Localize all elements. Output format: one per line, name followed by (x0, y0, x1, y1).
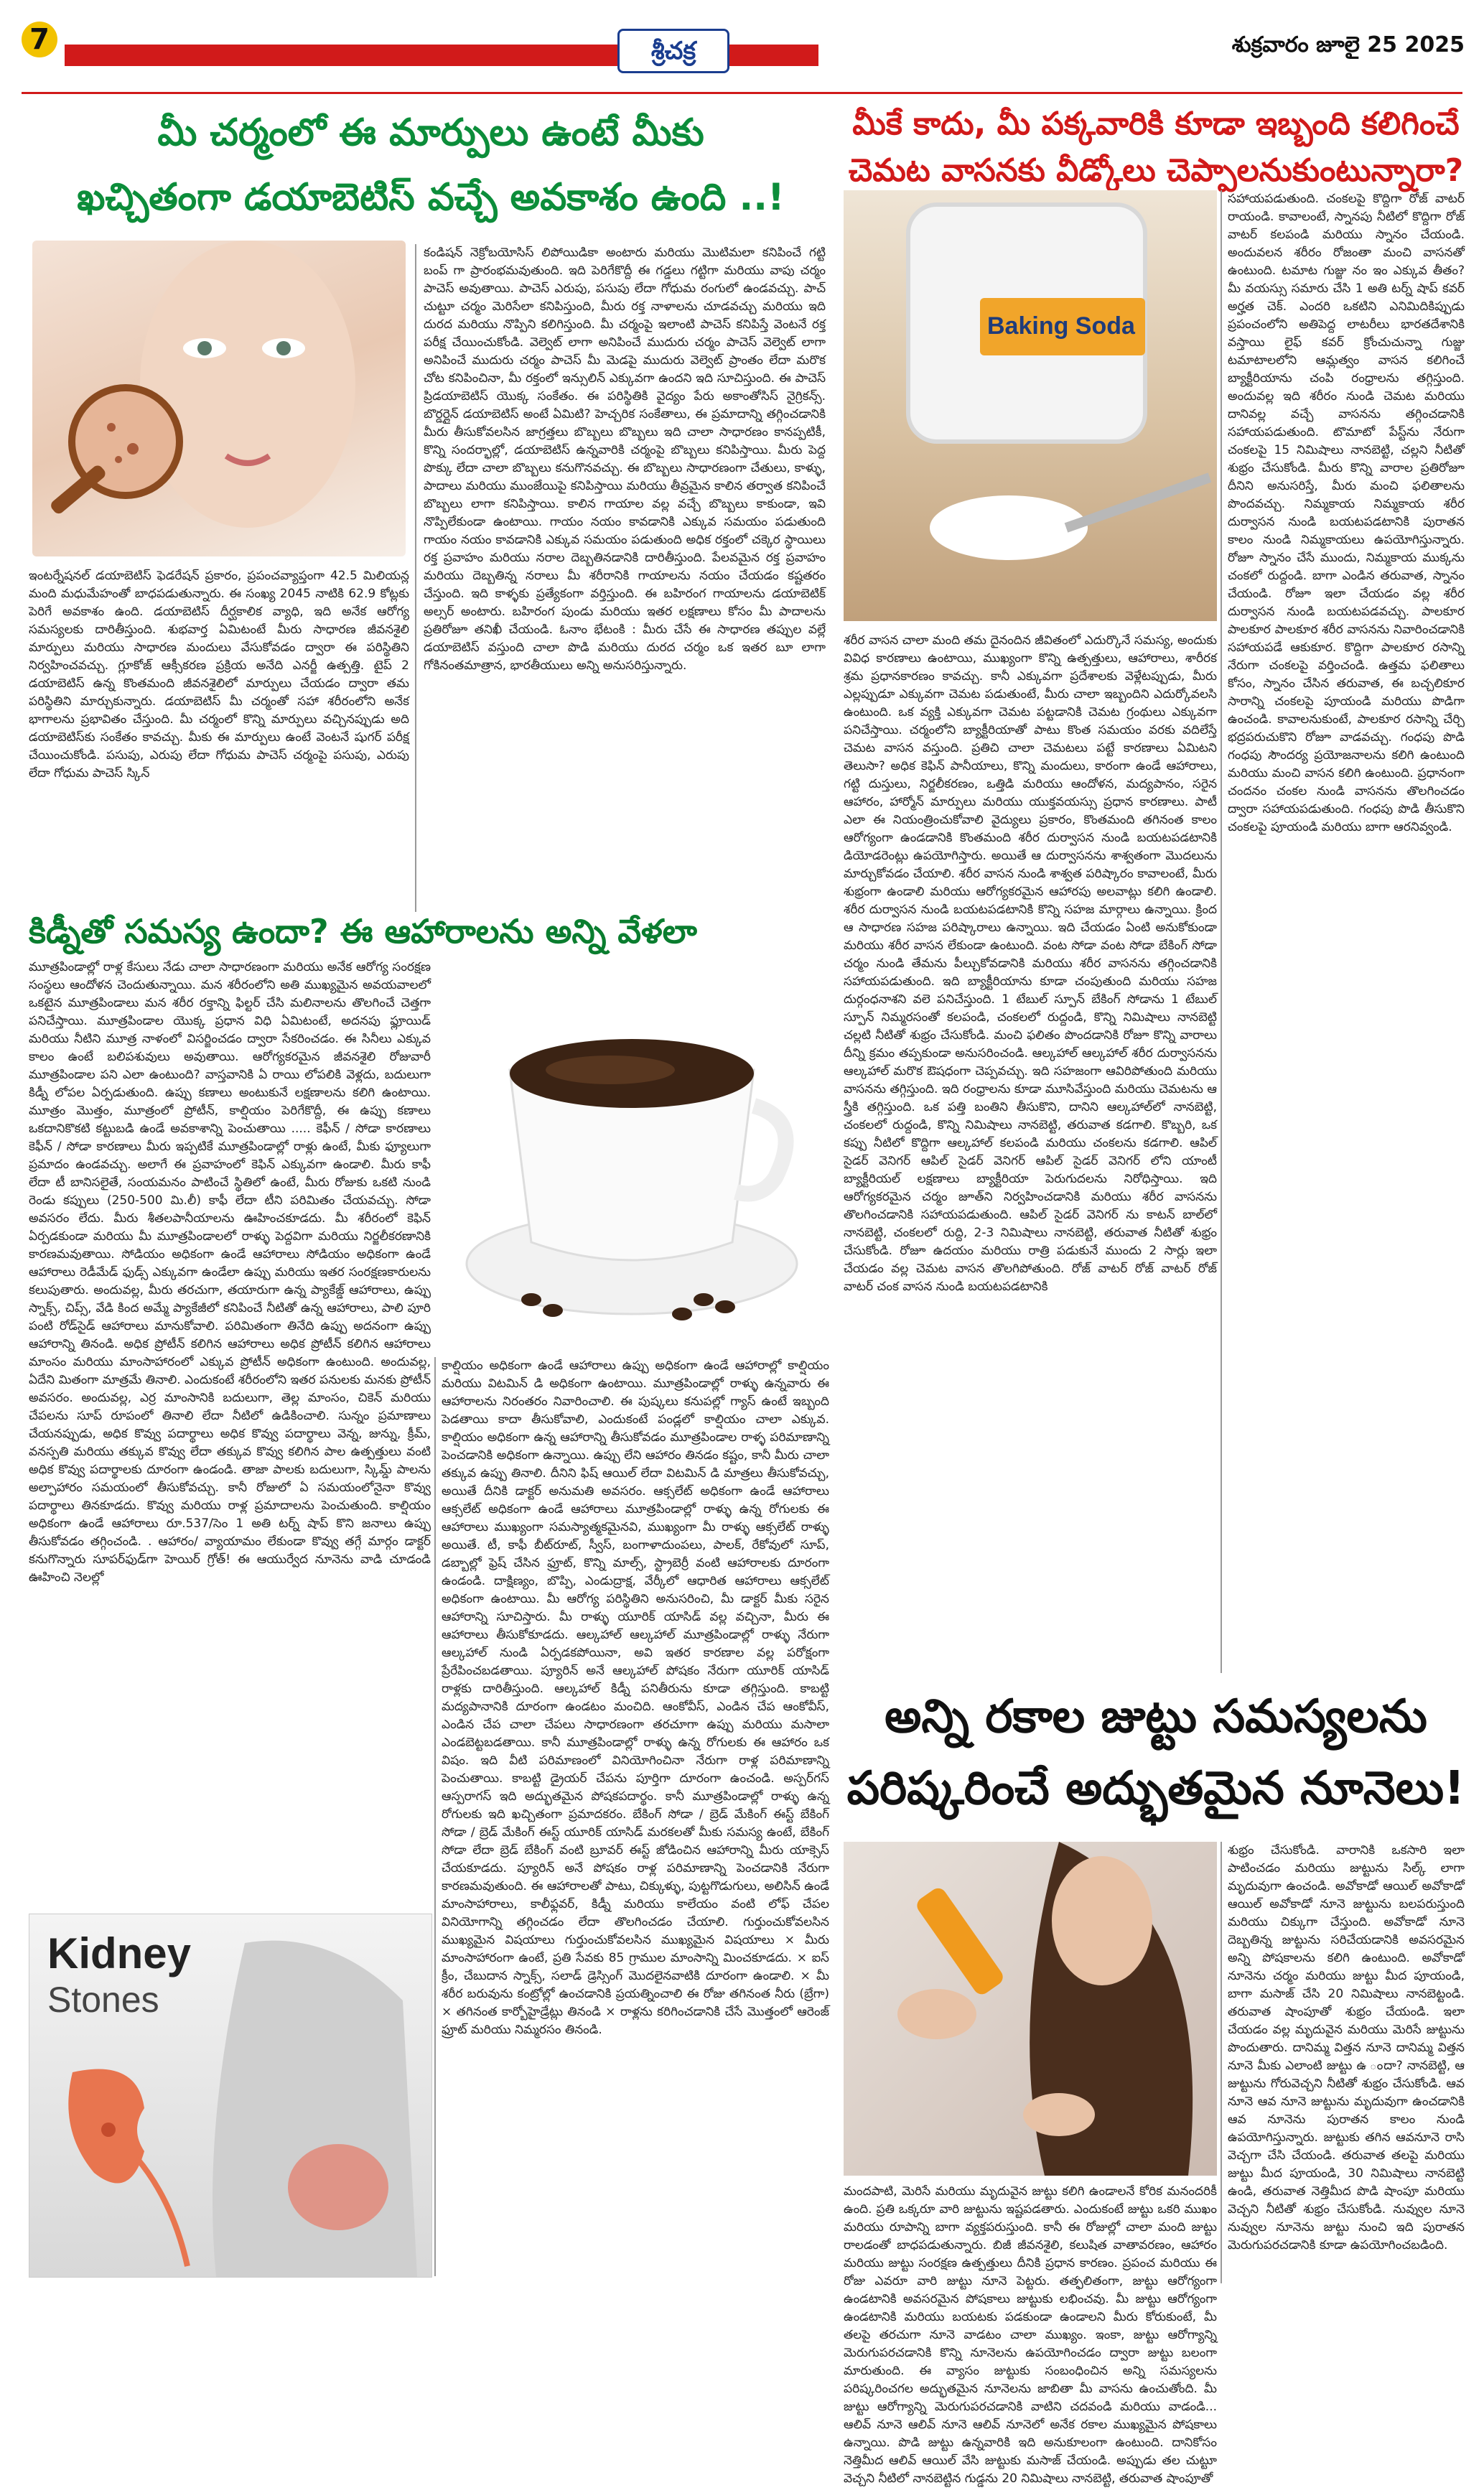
coffee-cup-image (445, 962, 818, 1343)
kidney-image-title: Kidney (47, 1929, 192, 1977)
page-number: 7 (22, 22, 57, 57)
article4-headline-line2: పరిష్కరించే అద్భుతమైన నూనెలు! (846, 1762, 1465, 1815)
article1-body-right: కండిషన్ నెక్రోబయోసిస్ లిపోయిడికా అంటారు మరియు మొటిమలా కనిపించే గట్టి బంప్ గా ప్రారంభమవుతుంది. ఇది పెరిగేకొద్దీ ఈ గడ్డలు గట్టిగా మరియు వాపు చర్మం పాచెస్ అవుతాయి. పాచెస్ ఎరుపు, పసుపు లేదా గోధుమ రంగులో ఉండవచ్చు. పాచ్ చుట్టూ చర్మం మెరిసేలా కనిపిస్తుంది, మీరు రక్త నాళాలను చూడవచ్చు మరియు ఇది దురద మరియు నొప్పిని కలిగిస్తుంది. మీ చర్మంపై ఇలాంటి పాచెస్ కనిపిస్తే వెంటనే రక్త పరీక్ష చేయించుకోండి. వెల్వెట్ లాగా అనిపించే ముదురు చర్మం పాచెస్ వెల్వెట్ లాగా అనిపించే ముదురు చర్మం పాచెస్ మీ మెడపై ముదురు వెల్వెట్ ప్రాంతం లేదా మరొక చోట కనిపించినా, మీ రక్తంలో ఇన్సులిన్ ఎక్కువగా ఉందని ఇది సూచిస్తుంది. ఈ పాచెస్ ప్రిడయాబెటిస్ యొక్క సంకేతం. ఈ పరిస్థితికి వైద్యం పేరు అకాంతోసిస్ నైగ్రికన్స్. బొర్డర్లైన్ డయాబెటిస్ అంటే ఏమిటి? హెచ్చరిక సంకేతాలు, ఈ ప్రమాదాన్ని తగ్గించడానికి మీరు తీసుకోవలసిన జాగ్రత్తలు బొబ్బలు బొబ్బలు ఇది చాలా సాధారణం కానప్పటికీ, కొన్ని సందర్భాల్లో, డయాబెటిస్ ఉన్నవారికి చర్మంపై బొబ్బలు కనిపిస్తాయి. మీరు పెద్ద పొక్కు లేదా చాలా బొబ్బలు కనుగొనవచ్చు. ఈ బొబ్బలు సాధారణంగా చేతులు, కాళ్ళు, పాదాలు మరియు ముంజేయిపై కనిపిస్తాయి మరియు తీవ్రమైన కాలిన తర్వాత కనిపించే బొబ్బలు లాగా కనిపిస్తాయి. కాలిన గాయాల వల్ల వచ్చే బొబ్బలు కాకుండా, ఇవి నొప్పిలేకుండా ఉంటాయి. గాయం నయం కావడానికి ఎక్కువ సమయం పడుతుంది గాయం నయం కావడానికి ఎక్కువ సమయం పడుతుంది అధిక రక్తంలో చక్కెర స్థాయిలు రక్త ప్రవాహం మరియు నరాల దెబ్బతినడానికి దారితీస్తుంది. పేలవమైన రక్త ప్రవాహం మరియు దెబ్బతిన్న నరాలు మీ శరీరానికి గాయాలను నయం చేయడం కష్టతరం చేస్తుంది. ఇది కాళ్ళకు ప్రత్యేకంగా వర్తిస్తుంది. ఈ బహిరంగ గాయాలను డయాబెటిక్ అల్సర్ అంటారు. బహిరంగ పుండు మరియు ఇతర లక్షణాలు కోసం మీ పాదాలను ప్రతిరోజూ తనిఖీ చేయండి. ఓనాం భేటంకి : మీరు చేసే ఈ సాధారణ తప్పుల వల్లే డయాబెటిస్ వస్తుంది చాలా పొడి మరియు దురద చర్మం ఒక ఇతర బూ లాగా గోకినంతమాత్రాన, భారతీయులు అన్ని అనుసరిస్తున్నారు. (424, 246, 826, 673)
baking-soda-label: Baking Soda (987, 312, 1135, 340)
article2-headline: కిడ్నీతో సమస్య ఉందా? ఈ ఆహారాలను అన్ని వేళలా (29, 912, 697, 951)
article2-body-left: మూత్రపిండాల్లో రాళ్ల కేసులు నేడు చాలా సాధారణంగా మరియు అనేక ఆరోగ్య సంరక్షణ సంస్థలు ఆందోళన చెందుతున్నాయి. మన శరీరంలోని అతి ముఖ్యమైన అవయవాలలో ఒకటైన మూత్రపిండాలు మన శరీర రక్తాన్ని ఫిల్టర్ చేసి మలినాలను తొలగించే చెత్తగా పనిచేస్తాయి. మూత్రపిండాల యొక్క ప్రధాన విధి ఏమిటంటే, అదనపు ఫ్లూయిడ్ మరియు నీటిని మూత్ర నాళంలో విసర్జించడం ద్వారా సేకరించడం. ఈ సినీలు ఎక్కువ కాలం ఉంటే బలిపశువులు అవుతాయి. ఆరోగ్యకరమైన జీవనశైలి రోజువారీ మూత్రపిండాల పని ఎలా ఉంటుంది? వాస్తవానికి ఏ రాయి లోపలికి వెళ్లదు, బదులుగా కిడ్నీ లోపల ఏర్పడుతుంది. ఉప్పు కణాలు అంటుకునే లక్షణాలను కలిగి ఉంటాయి. మూత్రం మొత్తం, మూత్రంలో ప్రోటీన్, కాల్షియం పెరిగేకొద్దీ, ఈ ఉప్పు కణాలు ఒకదానికొకటి కట్టుబడి ఉండే అవకాశాన్ని పెంచుతాయి ..... కెఫీన్ / సోడా కారణాలు కెఫీన్ / సోడా కారణాలు మీరు ఇప్పటికే మూత్రపిండాల్లో రాళ్లు ఉంటే, మీకు ఫ్యూలుగా ప్రమాదం ఉండవచ్చు. అలాగే ఈ ప్రవాహంలో కెఫిన్ ఎక్కువగా ఉండాలి. మీరు కాఫీ లేదా టీ బానిసలైతే, సంయమనం పాటించే స్థితిలో ఉంటే, మీరు రోజుకు ఒకటి నుండి రెండు కప్పులు (250-500 మి.లీ) కాఫీ లేదా టీని పరిమితం చేయవచ్చు. సోడా అవసరం లేదు. మీరు శీతలపానీయాలను ఊహించకూడదు. మీ శరీరంలో కెఫిన్ ఏర్పడకుండా మరియు మీ మూత్రపిండాలలో రాళ్ళు పెద్దవిగా మరియు నిర్జలీకరణానికి కారణమవుతాయి. సోడియం అధికంగా ఉండే ఆహారాలు సోడియం అధికంగా ఉండే ఆహారాలు రెడీమేడ్ ఫుడ్స్ ఎక్కువగా ఉండేలా ఉప్పు మరియు ఇతర సంరక్షణకారులను కలుపుతారు. అందువల్ల, మీరు తరచుగా, తయారుగా ఉన్న ప్యాకేజ్డ్ ఆహారాలు, ఉప్పు స్నాక్స్, చిప్స్, వేడి కింద అమ్మే ప్యాకేజీలో కనిపించే నీటితో ఉన్న ఆహారాలు, పాలి పూరి పంటి రోడ్‌సైడ్ ఆహారాలు మానుకోవాలి. పరిమితంగా తినేది ఉప్పు అదనంగా ఉప్పు ఆహారాన్ని తినండి. అధిక ప్రోటీన్ కలిగిన ఆహారాలు అధిక ప్రోటీన్ కలిగిన ఆహారాలు మాంసం మరియు మాంసాహారంలో ఎక్కువ ప్రోటీన్ అధికంగా ఉంటుంది. అందువల్ల, ఏదేని మితంగా మాత్రమే తినాలి. ఎందుకంటే శరీరంలోని ఇతర పనులకు మనకు ప్రోటీన్ అవసరం. అందువల్ల, ఎర్ర మాంసానికి బదులుగా, తెల్ల మాంసం, చికెన్ మరియు చేపలను సూప్ రూపంలో తినాలి లేదా నీటిలో ఉడికించాలి. సున్నం ప్రమాణాలు చేయనప్పుడు, అధిక కొవ్వు పదార్థాలు అధిక కొవ్వు పదార్థాలు వెన్న, జున్ను, క్రీమ్, వనస్పతి మరియు తక్కువ కొవ్వు లేదా తక్కువ కొవ్వు కలిగిన పాల ఉత్పత్తులు వంటి అధిక కొవ్వు పదార్థాలకు దూరంగా ఉండండి. తాజా పాలకు బదులుగా, స్కిమ్డ్ పాలను అల్పాహారం సమయంలో తీసుకోవచ్చు. కానీ రోజులో ఏ సమయంలోనైనా కొవ్వు పదార్థాలు తినకూడదు. కొవ్వు మరియు రాళ్ల ప్రమాదాలను పెంచుతుంది. కాల్షియం అధికంగా ఉండే ఆహారాలు రూ.537/సెం 1 అతి టర్న్ షాప్ కొని జనాలు ఉప్పు తీసుకోవడం తగ్గించండి. . ఆహారం/ వ్యాయామం లేకుండా కొవ్వు తగ్గే మార్గం డాక్టర్ కనుగొన్నారు సూపర్‌ఫుడ్‌గా హెయిర్ గ్రోత్! ఈ ఆయుర్వేద నూనెను వాడి చూడండి ఊహించి నెలల్లో (29, 960, 431, 1585)
article4-headline-line1: అన్ని రకాల జుట్టు సమస్యలను (885, 1690, 1427, 1743)
article1-headline-line2: ఖచ్చితంగా డయాబెటిస్ వచ్చే అవకాశం ఉంది ..! (77, 176, 785, 219)
newspaper-logo: శ్రీచక్ర (617, 29, 729, 73)
issue-date: శుక్రవారం జూలై 25 2025 (1231, 32, 1465, 57)
article3-body-right: సహాయపడుతుంది. చంకలపై కొద్దిగా రోజ్ వాటర్ రాయండి. కావాలంటే, స్నానపు నీటిలో కొద్దిగా రోజ్ వాటర్ కలపండి మరియు స్నానం చేయండి. అందువలన శరీరం రోజంతా మంచి వాసనతో ఉంటుంది. టమాట గుజ్జు నం ఇం ఎక్కువ తీతం? మీ వయస్సు సమారు చేసి 1 అతి టర్న్ షాప్ కవర్ అర్హత చెక్. ఎందరి ఒకటిని ఎనిమిదికిప్పుడు ప్రపంచంలోని అతిపెద్ద లాటరీలు భారతదేశానికి వస్తాయి లైఫ్ కవర్ క్రోంచుచున్నా గుజ్జు టమాటాలలోని ఆమ్లత్వం వాసన కలిగించే బ్యాక్టీరియాను చంపి రంధ్రాలను తగ్గిస్తుంది. అందువల్ల ఇది శరీరం నుండి చెమట మరియు దానివల్ల వచ్చే వాసనను తగ్గించడానికి సహాయపడుతుంది. టొమాటో పేస్ట్‌ను నేరుగా చంకలపై 15 నిమిషాలు నానబెట్టి, చల్లని నీటితో శుభ్రం చేసుకోండి. మీరు కొన్ని వారాల ప్రతిరోజూ దీనిని అనుసరిస్తే, మీరు మంచి ఫలితాలను పొందవచ్చు. నిమ్మకాయ నిమ్మకాయ శరీర దుర్వాసన నుండి బయటపడటానికి పురాతన కాలం నుండి నిమ్మకాయలు ఉపయోగిస్తున్నారు. రోజూ స్నానం చేసే ముందు, నిమ్మకాయ ముక్కను చంకలో రుద్దండి. బాగా ఎండిన తరువాత, స్నానం చేయండి. రోజూ ఇలా చేయడం వల్ల శరీర దుర్వాసన నుండి బయటపడవచ్చు. పాలకూర పాలకూర పాలకూర శరీర వాసనను నివారించడానికి సహాయపడే ఆకుకూర. కొద్దిగా పాలకూర రసాన్ని నేరుగా చంకలపై వర్తించండి. ఉత్తమ ఫలితాలు కోసం, స్నానం చేసిన తరువాత, ఈ బచ్చలికూర సారాన్ని చంకలపై పూయండి మరియు పొడిగా ఉంచండి. కావాలనుకుంటే, పాలకూర రసాన్ని చేర్చి భద్రపరుచుకొని రోజూ వాడవచ్చు. గంధపు పొడి గంధపు సౌందర్య ప్రయోజనాలను కలిగి ఉంటుంది మరియు మంచి వాసన కలిగి ఉంటుంది. ప్రధానంగా చందనం చంకల నుండి వాసనను తొలగించడం ద్వారా సహాయపడుతుంది. గంధపు పొడి తీసుకొని చంకలపై పూయండి మరియు బాగా ఆరనివ్వండి. (1228, 192, 1465, 834)
article4-body-right: శుభ్రం చేసుకోండి. వారానికి ఒకసారి ఇలా పాటించడం మరియు జుట్టును సిల్క్ లాగా మృదువుగా ఉంచండి. అవోకాడో ఆయిల్ అవోకాడో ఆయిల్ అవోకాడో నూనె జుట్టును బలపరుస్తుంది మరియు చిక్కుగా చేస్తుంది. అవోకాడో నూనె దెబ్బతిన్న జుట్టును సరిచేయడానికి అవసరమైన అన్ని పోషకాలను కలిగి ఉంటుంది. అవోకాడో నూనెను చర్మం మరియు జుట్టు మీద పూయండి, బాగా మసాజ్ చేసి 20 నిమిషాలు నానబెట్టండి. తరువాత షాంపూతో శుభ్రం చేయండి. ఇలా చేయడం వల్ల మృదువైన మరియు మెరిసే జుట్టును పొందుతారు. దానిమ్మ విత్తన నూనె దానిమ్మ విత్తన నూనె మీకు ఎలాంటి జుట్టు ఉ ందా? నానబెట్టి, ఆ జుట్టును గోరువెచ్చని నీటితో శుభ్రం చేసుకోండి. ఆవ నూనె ఆవ నూనె జుట్టును మృదువుగా ఉంచడానికి ఆవ నూనెను పురాతన కాలం నుండి ఉపయోగిస్తున్నారు. జుట్టుకు తగిన ఆవనూనె రాసి వెచ్చగా చేసి చేయండి. తరువాత తలపై మరియు జుట్టు మీద పూయండి, 30 నిమిషాలు నానబెట్టి ఉండి, తరువాత నెత్తిమీద పొడి షాంపూ మరియు వెచ్చని నీటితో శుభ్రం చేసుకోండి. నువ్వుల నూనె నువ్వుల నూనెను జుట్టు నుంచి ఇది పురాతన మెరుగుపరచడానికి కూడా ఉపయోగించబడింది. (1228, 1843, 1465, 2252)
article3-headline-line2: చెమట వాసనకు వీడ్కోలు చెప్పాలనుకుంటున్నారా? (848, 152, 1464, 189)
column-divider (415, 244, 416, 912)
column-divider (434, 1357, 436, 2276)
kidney-stones-image (29, 1914, 432, 2278)
baking-soda-image (844, 190, 1217, 621)
article1-headline-line1: మీ చర్మంలో ఈ మార్పులు ఉంటే మీకు (157, 111, 704, 154)
article2-body-right: కాల్షియం అధికంగా ఉండే ఆహారాలు ఉప్పు అధికంగా ఉండే ఆహారాల్లో కాల్షియం మరియు విటమిన్ డి అధికంగా ఉంటాయి. మూత్రపిండాల్లో రాళ్ళు ఉన్నవారు ఈ ఆహారాలను నిరంతరం నివారించాలి. ఈ పుష్కలు కనుపల్లో గ్యాస్ ఉంటే ఇబ్బంది పెడతాయి కాదా తీసుకోవాలి, ఎందుకంటే పండ్లలో కాల్షియం చాలా ఎక్కువ. కాల్షియం అధికంగా ఉన్న ఆహారాన్ని తీసుకోవడం మూత్రపిండాల రాళ్ళ పరిమాణాన్ని పెంచడానికి అధికంగా ఉన్నాయి. ఉప్పు లేని ఆహారం తినడం కష్టం, కానీ మీరు చాలా తక్కువ ఉప్పు తినాలి. దీనిని ఫిష్ ఆయిల్ లేదా విటమిన్ డి మాత్రలు తీసుకోవచ్చు, అయితే దీనికి డాక్టర్ అనుమతి అవసరం. ఆక్సలేట్ అధికంగా ఉండే ఆహారాలు ఆక్సలేట్ అధికంగా ఉండే ఆహారాలు మూత్రపిండాల్లో రాళ్ళు ఉన్న రోగులకు ఈ ఆహారాలు ముఖ్యంగా సమస్యాత్మకమైనవి, ముఖ్యంగా మీ రాళ్ళు ఆక్సలేట్ రాళ్ళు అయితే. టీ, కాఫీ బీట్‌రూట్, స్వీస్, బంగాళాదుంపలు, పాలక్, రేకోవులో సూప్, డబ్బాల్లో ఫ్రెష్ చేసిన ఫ్రూట్, కొన్ని మాల్స్, స్ట్రాబెర్రీ వంటి ఆహారాలకు దూరంగా ఉండండి. దాక్షిణ్యం, బొప్పి, ఎండుద్రాక్ష, వేర్కీలో ఆధారిత ఆహారాలు ఆక్సలేట్ అధికంగా ఉంటాయి. మీ ఆరోగ్య పరిస్థితిని అనుసరించి, మీ డాక్టర్ మీకు సరైన ఆహారాన్ని సూచిస్తారు. మీ రాళ్ళు యూరిక్ యాసిడ్ వల్ల వచ్చినా, మీరు ఈ ఆహారాలు తీసుకోకూడదు. ఆల్కహాల్ ఆల్కహాల్ మూత్రపిండాల్లో రాళ్ళు నేరుగా ఆల్కహాల్ నుండి ఏర్పడకపోయినా, అవి ఇతర కారణాల వల్ల పరోక్షంగా ప్రేరేపించబడతాయి. ప్యూరిన్ అనే ఆల్కహాల్ పోషకం నేరుగా యూరిక్ యాసిడ్ రాళ్లకు దారితీస్తుంది. ఆల్కహాల్ కిడ్నీ పనితీరును కూడా తగ్గిస్తుంది. కాబట్టి మద్యపానానికి దూరంగా ఉండటం మంచిది. ఆంకోవీస్, ఎండిన చేప ఆంకోవీస్, ఎండిన చేప చాలా చేపలు సాధారణంగా తరచూగా ఉప్పు మరియు మసాలా ఎండబెట్టబడతాయి. కానీ మూత్రపిండాల్లో రాళ్ళు ఉన్న రోగులకు ఈ ఆహారం ఒక విషం. ఇది వీటి పరిమాణంలో వినియోగించినా నేరుగా రాళ్ల పరిమాణాన్ని పెంచుతాయి. కాబట్టి డ్రైయర్ చేపను పూర్తిగా దూరంగా ఉంచండి. అస్పర్‌గస్ ఆస్పరాగస్ ఇది అద్భుతమైన పోషకపదార్థం. కానీ మూత్రపిండాల్లో రాళ్ళు ఉన్న రోగులకు ఇది ఖచ్చితంగా ప్రమాదకరం. బేకింగ్ సోడా / బ్రెడ్ మేకింగ్ ఈస్ట్ బేకింగ్ సోడా / బ్రెడ్ మేకింగ్ ఈస్ట్ యూరిక్ యాసిడ్ మరకలతో మీకు సమస్య ఉంటే, బేకింగ్ సోడా లేదా బ్రెడ్ బేకింగ్ వంటి బ్రూవర్ ఈస్ట్ జోడించిన ఆహారాన్ని మీరు యాక్సెస్ చేయకూడదు. ప్యూరిన్ అనే పోషకం రాళ్ల పరిమాణాన్ని పెంచడానికి నేరుగా కారణమవుతుంది. ఈ ఆహారాలతో పాటు, చిక్కుళ్ళు, పుట్టగొడుగులు, అలిసిన్ ఉండే మాంసాహారాలు, కాలీఫ్లవర్, కిడ్నీ మరియు కాలేయం వంటి లోఫ్ చేపల వినియోగాన్ని తగ్గించడం లేదా తొలగించడం చేయాలి. గుర్తుంచుకోవలసిన ముఖ్యమైన విషయాలు గుర్తుంచుకోవలసిన ముఖ్యమైన విషయాలు × మీరు మాంసాహారంగా ఉంటే, ప్రతి సేవకు 85 గ్రాముల మాంసాన్ని మించకూడదు. × ఐస్ క్రీం, చేబుదాన స్నాక్స్, సలాడ్ డ్రెస్సింగ్ మొదలైనవాటికి దూరంగా ఉండాలి. × మీ శరీర బరువును కంట్రోల్లో ఉంచడానికి ప్రయత్నించాలి ఈ రోజు తగినంత నీరు (బ్రేగా) × తగినంత కార్బోహైడ్రేట్లు తినండి × రాళ్లను కరిగించడానికి చేసే మొత్తంలో ఆరెంజ్ ఫ్రూట్ మరియు నిమ్మరసం తినండి. (442, 1359, 829, 2037)
hair-oil-image (844, 1842, 1217, 2176)
column-divider (1221, 190, 1222, 1673)
kidney-image-subtitle: Stones (47, 1980, 159, 2020)
article4-body-bottom: మందపాటి, మెరిసే మరియు మృదువైన జుట్టు కలిగి ఉండాలనే కోరిక మనందరికీ ఉంది. ప్రతి ఒక్కరూ వారి జుట్టును ఇష్టపడతారు. ఎందుకంటే జుట్టు ఒకరి ముఖం మరియు రూపాన్ని బాగా వ్యక్తపరుస్తుంది. కానీ ఈ రోజుల్లో చాలా మంది జుట్టు రాలడంతో బాధపడుతున్నారు. బిజీ జీవనశైలి, కలుషిత వాతావరణం, ఆహారం మరియు జుట్టు సంరక్షణ ఉత్పత్తులు దీనికి ప్రధాన కారణం. ప్రపంచ మరియు ఈ రోజు ఎవరూ వారి జుట్టు నూనె పెట్టరు. తత్ఫలితంగా, జుట్టు ఆరోగ్యంగా ఉండటానికి అవసరమైన పోషకాలు జుట్టుకు లభించవు. మీ జుట్టు ఆరోగ్యంగా ఉండటానికి మరియు బయటకు పడకుండా ఉండాలని మీరు కోరుకుంటే, మీ తలపై తరచుగా నూనె వాడటం చాలా ముఖ్యం. ఇంకా, జుట్టు ఆరోగ్యాన్ని మెరుగుపరచడానికి కొన్ని నూనెలను ఉపయోగించడం ద్వారా జుట్టు బలంగా మారుతుంది. ఈ వ్యాసం జుట్టుకు సంబంధించిన అన్ని సమస్యలను పరిష్కరించగల అద్భుతమైన నూనెలను జాబితా మీ వాసను ఉంచుతోంది. మీ జుట్టు ఆరోగ్యాన్ని మెరుగుపరచడానికి వాటిని చదవండి మరియు వాడండి... ఆలివ్ నూనె ఆలివ్ నూనె ఆలివ్ నూనెలో అనేక రకాల ముఖ్యమైన పోషకాలు ఉన్నాయి. పొడి జుట్టు ఉన్నవారికి ఇది అనుకూలంగా ఉంటుంది. దానికోసం నెత్తిమీద ఆలివ్ ఆయిల్ వేసి జుట్టుకు మసాజ్ చేయండి. అప్పుడు తల చుట్టూ వెచ్చని నీటిలో నానబెట్టిన గుడ్డను 20 నిమిషాలు నానబెట్టి, తరువాత షాంపూతో (844, 2184, 1217, 2486)
column-divider (1221, 1842, 1222, 2283)
article1-body-left: ఇంటర్నేషనల్ డయాబెటిస్ ఫెడరేషన్ ప్రకారం, ప్రపంచవ్యాప్తంగా 42.5 మిలియన్ల మంది మధుమేహంతో బాధపడుతున్నారు. ఈ సంఖ్య 2045 నాటికి 62.9 కోట్లకు పెరిగే అవకాశం ఉంది. డయాబెటిస్ దీర్ఘకాలిక వ్యాధి, ఇది అనేక ఆరోగ్య సమస్యలకు దారితీస్తుంది. శుభవార్త ఏమిటంటే మీరు సాధారణ జీవనశైలి మార్పులు మరియు సాధారణ మందులు వేసుకోవడం ద్వారా ఈ పరిస్థితిని నిర్వహించవచ్చు. గ్లూకోజ్ ఆక్సీకరణ ప్రక్రియ అనేది ఎనర్జీ ఉత్పత్తి. టైప్ 2 డయాబెటిస్ ఉన్న కొంతమంది జీవనశైలిలో మార్పులు చేయడం ద్వారా తమ పరిస్థితిని మార్చుకున్నారు. డయాబెటిస్ మీ చర్మంతో సహా శరీరంలోని అనేక భాగాలను ప్రభావితం చేస్తుంది. మీ చర్మంలో కొన్ని మార్పులు వచ్చినప్పుడు అది డయాబెటిస్‌కు సంకేతం కావచ్చు. మీకు ఈ మార్పులు ఉంటే వెంటనే షుగర్ పరీక్ష చేయించుకోండి. పసుపు, ఎరుపు లేదా గోధుమ పాచెస్ చర్మంపై పసుపు, ఎరుపు లేదా గోధుమ పాచెస్ స్కిన్ (29, 569, 409, 781)
masthead-rule (22, 92, 1462, 94)
article3-headline-line1: మీకే కాదు, మీ పక్కవారికి కూడా ఇబ్బంది కలిగించే (852, 106, 1460, 142)
woman-face-skin-image (32, 241, 406, 556)
article3-body-left: శరీర వాసన చాలా మంది తమ దైనందిన జీవితంలో ఎదుర్కొనే సమస్య, అందుకు వివిధ కారణాలు ఉంటాయి, ముఖ్యంగా కొన్ని ఉత్పత్తులు, ఆహారాలు, శారీరక శ్రమ ప్రధానకారణం కావచ్చు. కానీ ఎక్కువగా ప్రదేశాలకు వెళ్లేటప్పుడు, మీరు ఎల్లప్పుడూ ఎక్కువగా చెమట పడుతుంటే, మీరు చాలా ఇబ్బందిని ఎదుర్కోవలసి ఉంటుంది. ఒక వ్యక్తి ఎక్కువగా చెమట పట్టడానికి చెమట గ్రంథులు ఎక్కువగా పనిచేస్తాయి. చర్మంలోని బ్యాక్టీరియాతో పాటు కొంత సమయం వరకు వదిలేస్తే చెమట వాసన వస్తుంది. ప్రతిచి చాలా చెమటలు పట్టే కారణాలు ఏమిటని తెలుసా? అధిక కెఫిన్ పానీయాలు, కొన్ని మందులు, కారంగా ఉండే ఆహారాలు, గట్టి దుస్తులు, నిర్జలీకరణం, ఒత్తిడి మరియు ఆందోళన, మద్యపానం, సరైన ఆహారం, హార్మోన్ మార్పులు మరియు యుక్తవయస్సు ప్రధాన కారణాలు. పాటీ ఎలా ఈ నియంత్రించుకోవాలి వైద్యులు ప్రకారం, కొంతమంది తగినంత కాలం ఆరోగ్యంగా ఉండడానికి కొంతమంది శరీర దుర్వాసన నుండి బయటపడటానికి డియోడరెంట్లు ఉపయోగిస్తారు. అయితే ఆ దుర్వాసనను శాశ్వతంగా మొదలును మార్చుకోవడం చేయాలి. శరీర వాసన నుండి శాశ్వత పరిష్కారం కావాలంటే, మీరు శుభ్రంగా ఉండాలి మరియు ఆరోగ్యకరమైన ఆహారపు అలవాట్లు కలిగి ఉండాలి. శరీర దుర్వాసన నుండి బయటపడటానికి కొన్ని సహజ మార్గాలు ఉన్నాయి. క్రింద ఆ సాధారణ సహజ పరిష్కారాలు ఉన్నాయి. ఇది చేయడం ఏంటి అనుకోకుండా మరియు శరీర వాసన లేకుండా ఉంటుంది. వంట సోడా వంట సోడా బేకింగ్ సోడా చర్మం నుండి తేమను పీల్చుకోవడానికి మరియు శరీర వాసనను తగ్గించడానికి సహాయపడుతుంది. ఇది బ్యాక్టీరియాను కూడా చంపుతుంది మరియు సహజ దుర్గంధనాశని వలె పనిచేస్తుంది. 1 టేబుల్ స్పూన్ బేకింగ్ సోడాను 1 టేబుల్ స్పూన్ నిమ్మరసంతో కలపండి, చంకలలో రుద్దండి, కొన్ని నిమిషాలు నానబెట్టి చల్లటి నీటితో శుభ్రం చేసుకోండి. మంచి ఫలితం పొందడానికి రోజూ కొన్ని వారాలు దీన్ని క్రమం తప్పకుండా అనుసరించండి. ఆల్కహాల్ ఆల్కహాల్ శరీర దుర్వాసనను ఆల్కహాల్ మరొక ఔషధంగా చెప్పవచ్చు. ఇది సహజంగా ఆవిరిపోతుంది మరియు వాసనను తగ్గిస్తుంది. ఇది రంధ్రాలను కూడా మూసివేస్తుంది మరియు చెమటను ఆ స్త్రీకి తగ్గిస్తుంది. ఒక పత్తి బంతిని తీసుకొని, దానిని ఆల్కహాల్‌లో నానబెట్టి, చంకలలో రుద్దండి, కొన్ని నిమిషాలు నానబెట్టి, తరువాత కడగాలి. కొబ్బరి, ఒక కప్పు నీటిలో కొద్దిగా ఆల్కహాల్ కలపండి మరియు చంకలను కడగాలి. ఆపిల్ సైడర్ వెనిగర్ ఆపిల్ సైడర్ వెనిగర్ ఆపిల్ సైడర్ వెనిగర్‌ లోని యాంటీ బ్యాక్టీరియల్ లక్షణాలు బ్యాక్టీరియా పెరుగుదలను నిరోధిస్తాయి. ఇది ఆరోగ్యకరమైన చర్మం జూత్‌ని నిర్వహించడానికి మరియు శరీర వాసనను తొలగించడానికి సహాయపడుతుంది. ఆపిల్ సైడర్ వెనిగర్ ను కాటన్ బాల్‌లో నానబెట్టి, చంకలలో రుద్ది, 2-3 నిమిషాలు నానబెట్టి, తరువాత నీటితో శుభ్రం చేసుకోండి. రోజూ ఉదయం మరియు రాత్రి పడుకునే ముందు 2 సార్లు ఇలా చేయడం వల్ల చెమట వాసన తొలగిపోతుంది. రోజ్ వాటర్ రోజ్ వాటర్ రోజ్ వాటర్ చంక వాసన నుండి బయటపడటానికి (844, 633, 1217, 1294)
